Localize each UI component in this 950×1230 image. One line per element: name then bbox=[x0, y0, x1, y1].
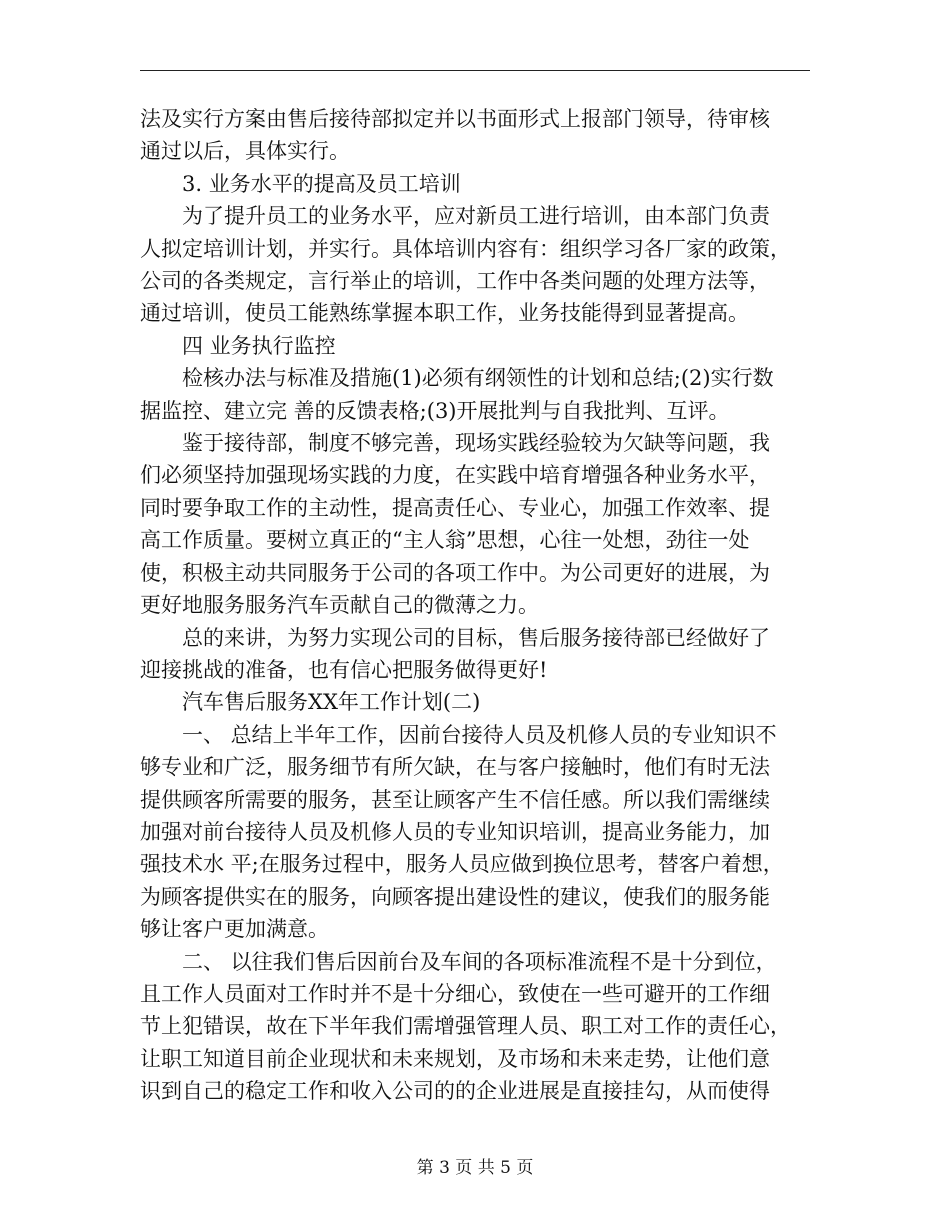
text-line: 识到自己的稳定工作和收入公司的的企业进展是直接挂勾，从而使得 bbox=[140, 1079, 770, 1104]
text-line: 一、 总结上半年工作，因前台接待人员及机修人员的专业知识不 bbox=[140, 722, 777, 747]
text-line: 节上犯错误，故在下半年我们需增强管理人员、职工对工作的责任心， bbox=[140, 1014, 791, 1039]
text-line: 且工作人员面对工作时并不是十分细心，致使在一些可避开的工作细 bbox=[140, 981, 770, 1006]
text-line: 总的来讲，为努力实现公司的目标，售后服务接待部已经做好了 bbox=[140, 625, 770, 650]
text-line: 汽车售后服务XX年工作计划(二) bbox=[140, 690, 481, 715]
text-line: 四 业务执行监控 bbox=[140, 333, 336, 358]
text-line: 迎接挑战的准备，也有信心把服务做得更好! bbox=[140, 657, 548, 682]
text-line: 通过培训，使员工能熟练掌握本职工作，业务技能得到显著提高。 bbox=[140, 301, 749, 326]
header-rule bbox=[140, 70, 810, 71]
text-line: 使，积极主动共同服务于公司的各项工作中。为公司更好的进展，为 bbox=[140, 560, 770, 585]
text-line: 加强对前台接待人员及机修人员的专业知识培训，提高业务能力，加 bbox=[140, 819, 770, 844]
text-line: 法及实行方案由售后接待部拟定并以书面形式上报部门领导，待审核 bbox=[140, 107, 770, 131]
text-line: 让职工知道目前企业现状和未来规划，及市场和未来走势，让他们意 bbox=[140, 1046, 770, 1071]
page-footer: 第 3 页 共 5 页 bbox=[416, 1158, 534, 1178]
text-line: 更好地服务服务汽车贡献自己的微薄之力。 bbox=[140, 593, 539, 618]
text-line: 据监控、建立完 善的反馈表格;(3)开展批判与自我批判、互评。 bbox=[140, 398, 730, 423]
text-line: 二、 以往我们售后因前台及车间的各项标准流程不是十分到位， bbox=[140, 949, 777, 974]
document-body bbox=[140, 103, 810, 1108]
text-line: 检核办法与标准及措施(1)必须有纲领性的计划和总结;(2)实行数 bbox=[140, 366, 774, 391]
text-line: 通过以后，具体实行。 bbox=[140, 139, 350, 164]
text-line: 强技术水 平;在服务过程中，服务人员应做到换位思考，替客户着想， bbox=[140, 852, 784, 877]
text-line: 为顾客提供实在的服务，向顾客提出建设性的建议，使我们的服务能 bbox=[140, 884, 770, 909]
text-line: 提供顾客所需要的服务，甚至让顾客产生不信任感。所以我们需继续 bbox=[140, 787, 770, 812]
text-line: 够专业和广泛，服务细节有所欠缺，在与客户接触时，他们有时无法 bbox=[140, 755, 770, 780]
text-line: 同时要争取工作的主动性，提高责任心、专业心，加强工作效率、提 bbox=[140, 495, 770, 520]
text-line: 够让客户更加满意。 bbox=[140, 917, 329, 942]
text-line: 为了提升员工的业务水平，应对新员工进行培训，由本部门负责 bbox=[140, 204, 770, 229]
text-line: 人拟定培训计划，并实行。具体培训内容有：组织学习各厂家的政策， bbox=[140, 236, 791, 261]
text-line: 3. 业务水平的提高及员工培训 bbox=[140, 171, 461, 196]
text-line: 公司的各类规定，言行举止的培训，工作中各类问题的处理方法等， bbox=[140, 269, 770, 294]
text-line: 高工作质量。要树立真正的“主人翁”思想，心往一处想，劲往一处 bbox=[140, 528, 750, 553]
text-line: 们必须坚持加强现场实践的力度，在实践中培育增强各种业务水平， bbox=[140, 463, 770, 488]
text-line: 鉴于接待部，制度不够完善，现场实践经验较为欠缺等问题，我 bbox=[140, 431, 770, 456]
